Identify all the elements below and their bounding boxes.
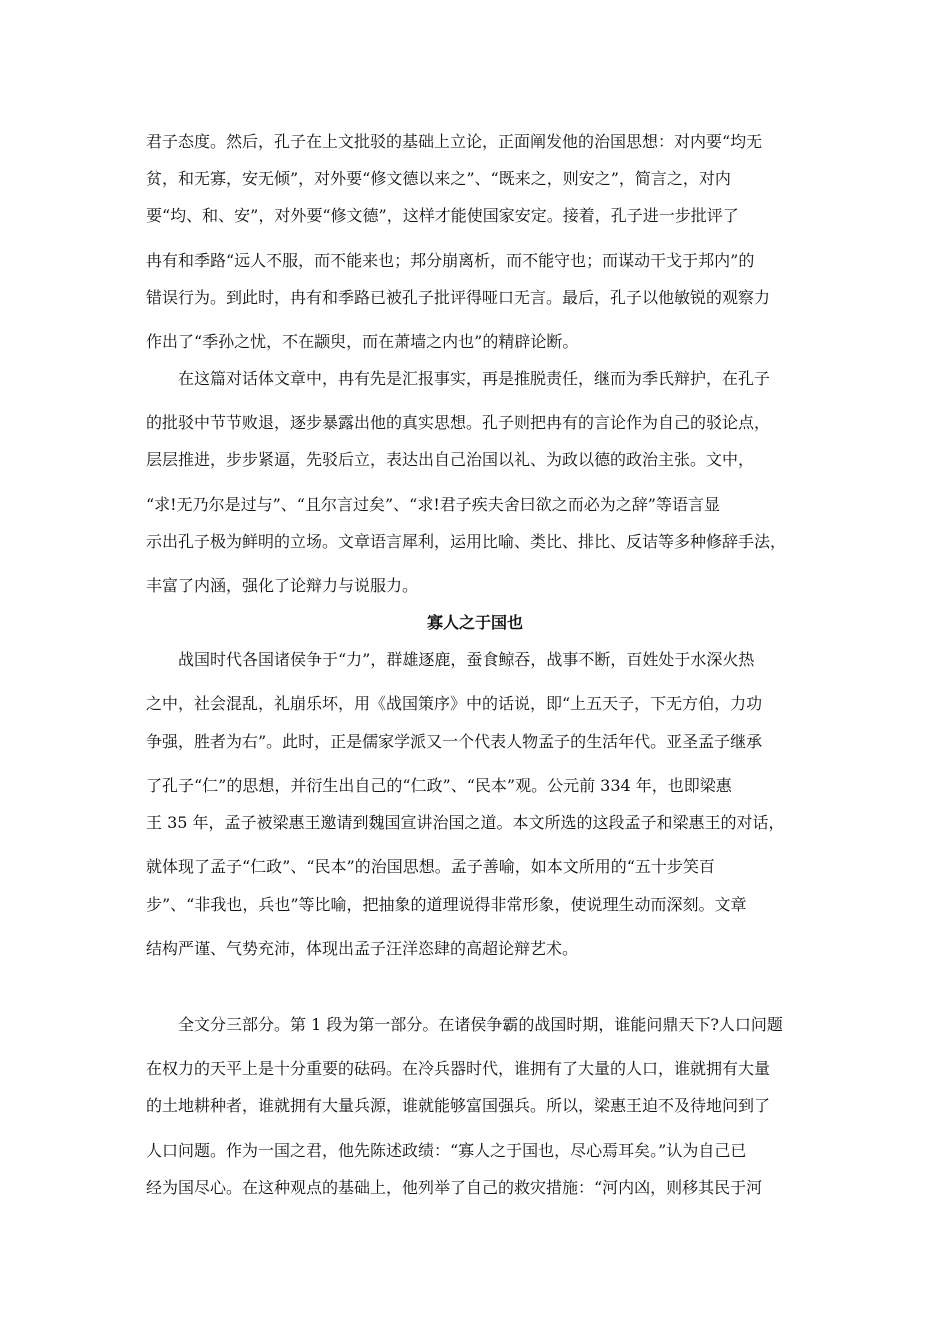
text-line: 就体现了孟子“仁政”、“民本”的治国思想。孟子善喻，如本文所用的“五十步笑百 bbox=[146, 857, 715, 876]
text-line: 贫，和无寡，安无倾”，对外要“修文德以来之”、“既来之，则安之”，简言之，对内 bbox=[146, 169, 731, 188]
section-heading: 寡人之于国也 bbox=[426, 613, 523, 632]
text-line: 示出孔子极为鲜明的立场。文章语言犀利，运用比喻、类比、排比、反诘等多种修辞手法， bbox=[146, 532, 787, 551]
text-line: 错误行为。到此时，冉有和季路已被孔子批评得哑口无言。最后，孔子以他敏锐的观察力 bbox=[146, 288, 771, 307]
text-line: 层层推进，步步紧逼，先驳后立，表达出自己治国以礼、为政以德的政治主张。文中， bbox=[146, 450, 755, 469]
text-line: 在权力的天平上是十分重要的砝码。在冷兵器时代，谁拥有了大量的人口，谁就拥有大量 bbox=[146, 1059, 771, 1078]
text-line: 战国时代各国诸侯争于“力”，群雄逐鹿，蚕食鲸吞，战事不断，百姓处于水深火热 bbox=[146, 650, 755, 669]
text-line: 了孔子“仁”的思想，并衍生出自己的“仁政”、“民本”观。公元前 334 年，也即梁惠 bbox=[146, 776, 732, 795]
text-line: 步”、“非我也，兵也”等比喻，把抽象的道理说得非常形象，使说理生动而深刻。文章 bbox=[146, 895, 747, 914]
text-line: 的土地耕种者，谁就拥有大量兵源，谁就能够富国强兵。所以，梁惠王迫不及待地问到了 bbox=[146, 1096, 771, 1115]
text-line: “求!无乃尔是过与”、“且尔言过矣”、“求!君子疾夫舍曰欲之而必为之辞”等语言显 bbox=[146, 495, 720, 514]
text-line: 经为国尽心。在这种观点的基础上，他列举了自己的救灾措施：“河内凶，则移其民于河 bbox=[146, 1178, 763, 1197]
text-line: 君子态度。然后，孔子在上文批驳的基础上立论，正面阐发他的治国思想：对内要“均无 bbox=[146, 132, 763, 151]
text-line: 争强，胜者为右”。此时，正是儒家学派又一个代表人物孟子的生活年代。亚圣孟子继承 bbox=[146, 732, 763, 751]
text-line: 结构严谨、气势充沛，体现出孟子汪洋恣肆的高超论辩艺术。 bbox=[146, 939, 579, 958]
text-line: 人口问题。作为一国之君，他先陈述政绩：“寡人之于国也，尽心焉耳矣。”认为自己已 bbox=[146, 1141, 747, 1160]
text-line: 要“均、和、安”，对外要“修文德”，这样才能使国家安定。接着，孔子进一步批评了 bbox=[146, 206, 739, 225]
text-line: 的批驳中节节败退，逐步暴露出他的真实思想。孔子则把冉有的言论作为自己的驳论点， bbox=[146, 413, 771, 432]
text-line: 在这篇对话体文章中，冉有先是汇报事实，再是推脱责任，继而为季氏辩护，在孔子 bbox=[146, 369, 771, 388]
text-line: 之中，社会混乱，礼崩乐坏，用《战国策序》中的话说，即“上五天子，下无方伯，力功 bbox=[146, 694, 763, 713]
text-line: 王 35 年，孟子被梁惠王邀请到魏国宣讲治国之道。本文所选的这段孟子和梁惠王的对话， bbox=[146, 813, 785, 832]
text-line: 冉有和季路“远人不服，而不能来也；邦分崩离析，而不能守也；而谋动干戈于邦内”的 bbox=[146, 251, 755, 270]
text-line: 丰富了内涵，强化了论辩力与说服力。 bbox=[146, 576, 419, 595]
text-line: 作出了“季孙之忧，不在颛臾，而在萧墙之内也”的精辟论断。 bbox=[146, 332, 579, 351]
text-line: 全文分三部分。第 1 段为第一部分。在诸侯争霸的战国时期，谁能问鼎天下?人口问题 bbox=[146, 1015, 783, 1034]
